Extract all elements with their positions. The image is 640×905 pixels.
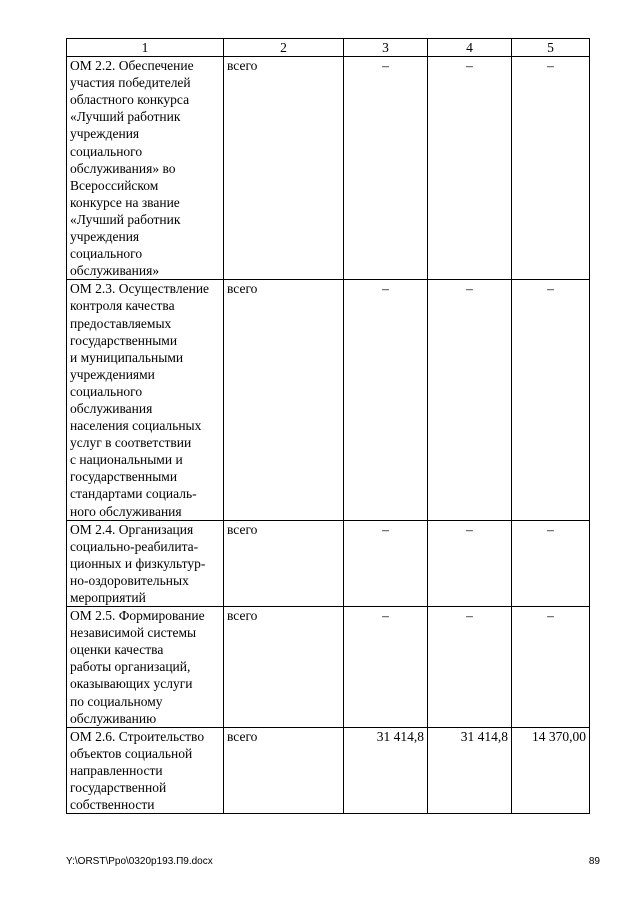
value-col-5: 14 370,00 — [512, 727, 590, 813]
header-cell-2: 2 — [224, 39, 344, 57]
value-col-5: – — [512, 57, 590, 280]
table-row — [67, 57, 590, 280]
header-cell-5: 5 — [512, 39, 590, 57]
page-number: 89 — [588, 856, 600, 867]
value-col-3: – — [344, 57, 428, 280]
value-col-3: – — [344, 607, 428, 728]
table-row — [67, 727, 590, 813]
footer-file-path: Y:\ORST\Ppo\0320p193.П9.docx — [66, 856, 213, 867]
funding-source: всего — [224, 520, 344, 606]
funding-source: всего — [224, 57, 344, 280]
value-col-4: – — [428, 57, 512, 280]
value-col-5: – — [512, 520, 590, 606]
measure-description: ОМ 2.6. Строительство объектов социальной направленности государственной собственности — [67, 727, 224, 813]
value-col-5: – — [512, 607, 590, 728]
measure-description: ОМ 2.3. Осуществление контроля качества предоставляемых государственными и муниципальными учреждениями социального обслуживания населения социальных услуг в соответствии с национальными и государственными стандартами социаль- ного обслуживания — [67, 280, 224, 520]
value-col-4: – — [428, 280, 512, 520]
funding-source: всего — [224, 607, 344, 728]
measure-description: ОМ 2.2. Обеспечение участия победителей областного конкурса «Лучший работник учреждения социального обслуживания» во Всероссийском конкурсе на звание «Лучший работник учреждения социального обслуживания» — [67, 57, 224, 280]
table-row — [67, 607, 590, 728]
value-col-5: – — [512, 280, 590, 520]
header-cell-3: 3 — [344, 39, 428, 57]
value-col-4: 31 414,8 — [428, 727, 512, 813]
value-col-3: – — [344, 280, 428, 520]
value-col-4: – — [428, 607, 512, 728]
measure-description: ОМ 2.5. Формирование независимой системы оценки качества работы организаций, оказывающих услуги по социальному обслуживанию — [67, 607, 224, 728]
table-row — [67, 280, 590, 520]
funding-source: всего — [224, 727, 344, 813]
budget-table — [66, 38, 590, 814]
funding-source: всего — [224, 280, 344, 520]
table-header-row — [67, 39, 590, 57]
value-col-3: 31 414,8 — [344, 727, 428, 813]
value-col-4: – — [428, 520, 512, 606]
value-col-3: – — [344, 520, 428, 606]
table-row — [67, 520, 590, 606]
header-cell-4: 4 — [428, 39, 512, 57]
measure-description: ОМ 2.4. Организация социально-реабилита- ционных и физкультур- но-оздоровительных мероприятий — [67, 520, 224, 606]
header-cell-1: 1 — [67, 39, 224, 57]
